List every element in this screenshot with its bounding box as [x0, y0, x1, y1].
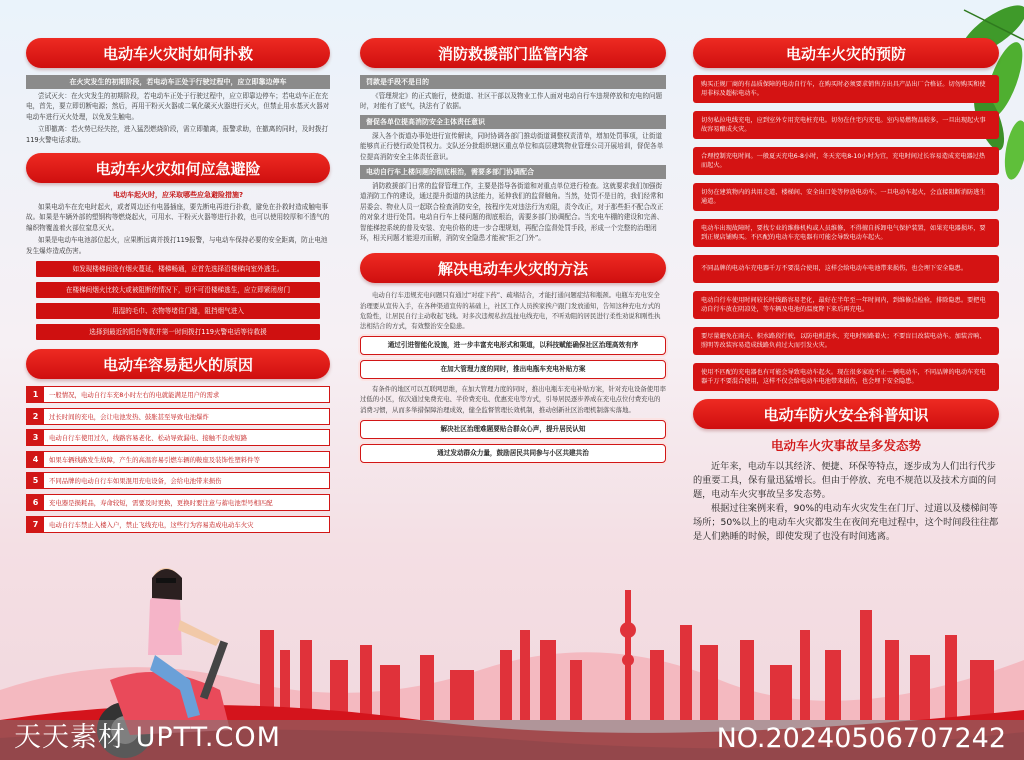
prevention-list [693, 75, 999, 391]
subheading-bar: 电动自行车上楼问题的彻底根治，需要多部门协调配合 [360, 165, 666, 179]
subheading-bar: 在火灾发生的初期阶段，若电动车正处于行驶过程中，应立即靠边停车 [26, 75, 330, 89]
column-supervision [360, 38, 666, 468]
paragraph: 近年来，电动车以其经济、便捷、环保等特点，逐步成为人们出行代步的重要工具，保有量迅猛增长。但由于停放、充电不规范以及技术方面的问题，电动车火灾事故呈多发态势。 [693, 461, 997, 500]
watermark-number: NO.20240506707242 [716, 723, 1006, 754]
paragraph: 《管理规定》的正式施行，使街道、社区干部以及物业工作人面对电动自行车违规停放和充电的问题时，对能有了底气，执法有了依据。 [360, 92, 663, 111]
red-subheading: 电动车起火时，应采取哪些应急避险措施? [112, 191, 244, 200]
list-item: 5 不同品牌的电动自行车如果混用充电设备，会给电池带来损伤 [26, 472, 330, 489]
solution-box: 解决社区治理难题要贴合群众心声，提升居民认知 [360, 420, 666, 439]
prevention-card: 要尽量避免在雨天、积水路段行驶，以防电机进水，充电时短路着火；不要盲目改装电动车。加装音响、照明等改装容易造成线路负荷过大而引发火灾。 [693, 327, 999, 355]
prevention-card: 电动自行车使用时间较长时线路容易老化，最好在半年至一年时间内，到维修点检验，排除隐患。要把电动自行车放在阴凉处，等车辆及电池的温度降下来后再充电。 [693, 291, 999, 319]
list-item: 1 一般情况，电动自行车充8小时左右的电就能满足用户的需求 [26, 386, 330, 403]
tip-bar: 选择到最近的阳台等救并第一时间拨打119火警电话等待救援 [36, 324, 320, 340]
tip-bar: 如发现楼梯间没有烟火蔓延，楼梯畅通，应首先选择沿楼梯向室外逃生。 [36, 261, 320, 277]
section-title-causes: 电动车容易起火的原因 [26, 349, 330, 379]
tip-bar: 用湿的毛巾、衣物等堵住门缝，阻挡烟气进入 [36, 303, 320, 319]
list-item: 6 充电器是损耗品，寿命较短，需要及时更换，更换时要注意与蓄电池型号相匹配 [26, 494, 330, 511]
list-item: 2 过长时间的充电，会让电池发热、鼓胀甚至导致电池爆炸 [26, 408, 330, 425]
solution-box: 在加大管理力度的同时，推出电瓶车充电补贴方案 [360, 360, 666, 379]
solution-box: 通过发动群众力量，鼓励居民共同参与小区共建共治 [360, 444, 666, 463]
solution-box: 通过引进智能化设施，进一步丰富充电形式和渠道，以科技赋能确保社区治理高效有序 [360, 336, 666, 355]
prevention-card: 电动车出现故障时，要找专业的维修机构或人员维修，不得擅自拆卸电气保护装置，如果充电器损坏，要到正规店铺购买。不匹配的电动车充电器有可能会导致电动车起火。 [693, 219, 999, 247]
paragraph: 如果电动车在充电时起火，或者周边还有电器插座，要先断电再进行扑救，避免在扑救时造成触电事故。如果是车辆外部的塑钢构等燃烧起火，可用水、干粉灭火器等进行扑救，也可以使用较厚和不透气的编织物覆盖着火部位窒息灭火。 [26, 203, 330, 232]
paragraph: 电动自行车违规充电问题只有通过“对症下药”、疏堵结合，才能打通问题症结和瓶颈。电瓶车充电安全治理要从宣传入手，在各种渠道宣传的基础上，社区工作人员挨家挨户跟门发放通知，告知这种充电方式的危险性，让居民自行主动收起飞线。对多次违规私拉乱扯电线充电，不听劝阻的居民进行柔性劝说和刚性执法相结合的方式，有效整治安全隐患。 [360, 291, 661, 331]
list-item: 7 电动自行车禁止入楼入户，禁止飞线充电，这些行为容易造成电动车火灾 [26, 516, 330, 533]
paragraph: 尝试灭火：在火灾发生的初期阶段，若电动车正处于行驶过程中，应立即靠边停车；若电动车正在充电，首先，要立即切断电源；然后，再用干粉灭火器或二氧化碳灭火器进行灭火，但禁止用水基灭火器对电动车进行灭火处理，以免发生触电。 [26, 92, 330, 121]
tip-bar: 在楼梯间烟火比较大或被阻断的情况下，切不可沿楼梯逃生，应立即紧闭房门 [36, 282, 320, 298]
section-title-emergency: 电动车火灾如何应急避险 [26, 153, 330, 183]
paragraph: 深入各个街道办事处进行宣传解读，同时协调各部门推动街道调整权责清单，增加处罚事项，让街道能够真正行使行政处罚权力。支队还分批组织辖区重点单位和高层建筑物业管理公司开展培训，督促各单位提高消防安全主体责任意识。 [360, 131, 664, 161]
paragraph: 根据过往案例来看，90%的电动车火灾发生在门厅、过道以及楼梯间等场所；50%以上的电动车火灾都发生在夜间充电过程中，这个时间段往往都是人们熟睡的时候，即使发现了也没有时间逃离。 [693, 503, 999, 542]
list-item: 4 如果车辆线路发生故障，产生的高温容易引燃车辆的鞍座及装饰性塑料件等 [26, 451, 330, 468]
subheading-bar: 罚款是手段不是目的 [360, 75, 666, 89]
paragraph: 立即撤离：若火势已经失控，进入猛烈燃烧阶段，需立即撤离，报警求助，在撤离的同时，及时拨打119火警电话求助。 [26, 125, 329, 144]
prevention-card: 不同品牌的电动车充电器千万不要混合使用，这样会给电动车电池带来损伤，也会埋下安全隐患。 [693, 255, 999, 283]
prevention-card: 切勿在建筑物内的共用走道、楼梯间、安全出口处等停放电动车。一旦电动车起火，会直接阻断消防逃生通道。 [693, 183, 999, 211]
prevention-card: 切勿私拉电线充电，应到室外专用充电桩充电。切勿在住宅内充电。室内易燃物品较多，一旦出现起火事故容易酿成火灾。 [693, 111, 999, 139]
section-title-extinguish: 电动车火灾时如何扑救 [26, 38, 330, 68]
prevention-card: 使用不匹配的充电器也有可能会导致电动车起火。现在很多家庭不止一辆电动车，不同品牌的电动车充电器千万不要混合使用，这样不仅会给电动车电池带来损伤，也会埋下安全隐患。 [693, 363, 999, 391]
watermark-site: 天天素材 UPTT.COM [14, 722, 281, 753]
column-prevention [693, 38, 999, 544]
science-subtitle: 电动车火灾事故呈多发态势 [770, 438, 921, 453]
paragraph: 有条件的地区可以互联网思维，在加大管理力度的同时，推出电瓶车充电补贴方案，针对充电设备使用率过低的小区，依次通过免费充电、半价费充电、优惠充电等方式，引导居民逐步养成在充电点位付费充电的消费习惯，从而多举措保障治理成效，健全监督管理长效机制，推动创新社区治理机制落实落地。 [360, 385, 666, 414]
paragraph: 如果是电动车电池部位起火，应果断远离并拨打119报警，与电动车保持必要的安全距离，防止电池发生爆炸造成伤害。 [26, 236, 328, 255]
paragraph: 消防救援部门日常的监督管理工作，主要是指导各街道和对重点单位进行检查。这就要求我们加强街道消防工作的建设，通过提升街道的执法能力，延伸我们的监督触角。当然，处罚不是目的，我们经常和居委会、物业人员一起联合检查消防安全，按程序先对违法行为劝阻，责令改正，对于那些拒不配合改正的对象才进行处罚。电动自行车上楼问题的彻底根治，需要多部门协调配合。当充电车棚的建设和完善、智能梯控系统的普及安装、充电价格的进一步合理规划，再配合监督处罚手段，形成一个完整的治理闭环，相关问题才能迎刃而解，消防安全隐患才能被“拒之门外”。 [360, 182, 664, 243]
prevention-card: 购买正规厂商的有品质保障的电动自行车，在购买时必须要求销售方出具产品出厂合格证。切勿购买和使用非标及超标电动车。 [693, 75, 999, 103]
causes-list [26, 386, 330, 533]
prevention-card: 合理控制充电时间。一般夏天充电6-8小时，冬天充电8-10小时为宜，充电时间过长容易造成充电器过热而起火。 [693, 147, 999, 175]
column-fire-fighting [26, 38, 330, 537]
subheading-bar: 督促各单位提高消防安全主体责任意识 [360, 115, 666, 129]
list-item: 3 电动自行车使用过久，线路容易老化、松动导致漏电、接触不良或短路 [26, 429, 330, 446]
section-title-science: 电动车防火安全科普知识 [693, 399, 999, 429]
section-title-solutions: 解决电动车火灾的方法 [360, 253, 666, 283]
section-title-prevention: 电动车火灾的预防 [693, 38, 999, 68]
section-title-supervision: 消防救援部门监管内容 [360, 38, 666, 68]
